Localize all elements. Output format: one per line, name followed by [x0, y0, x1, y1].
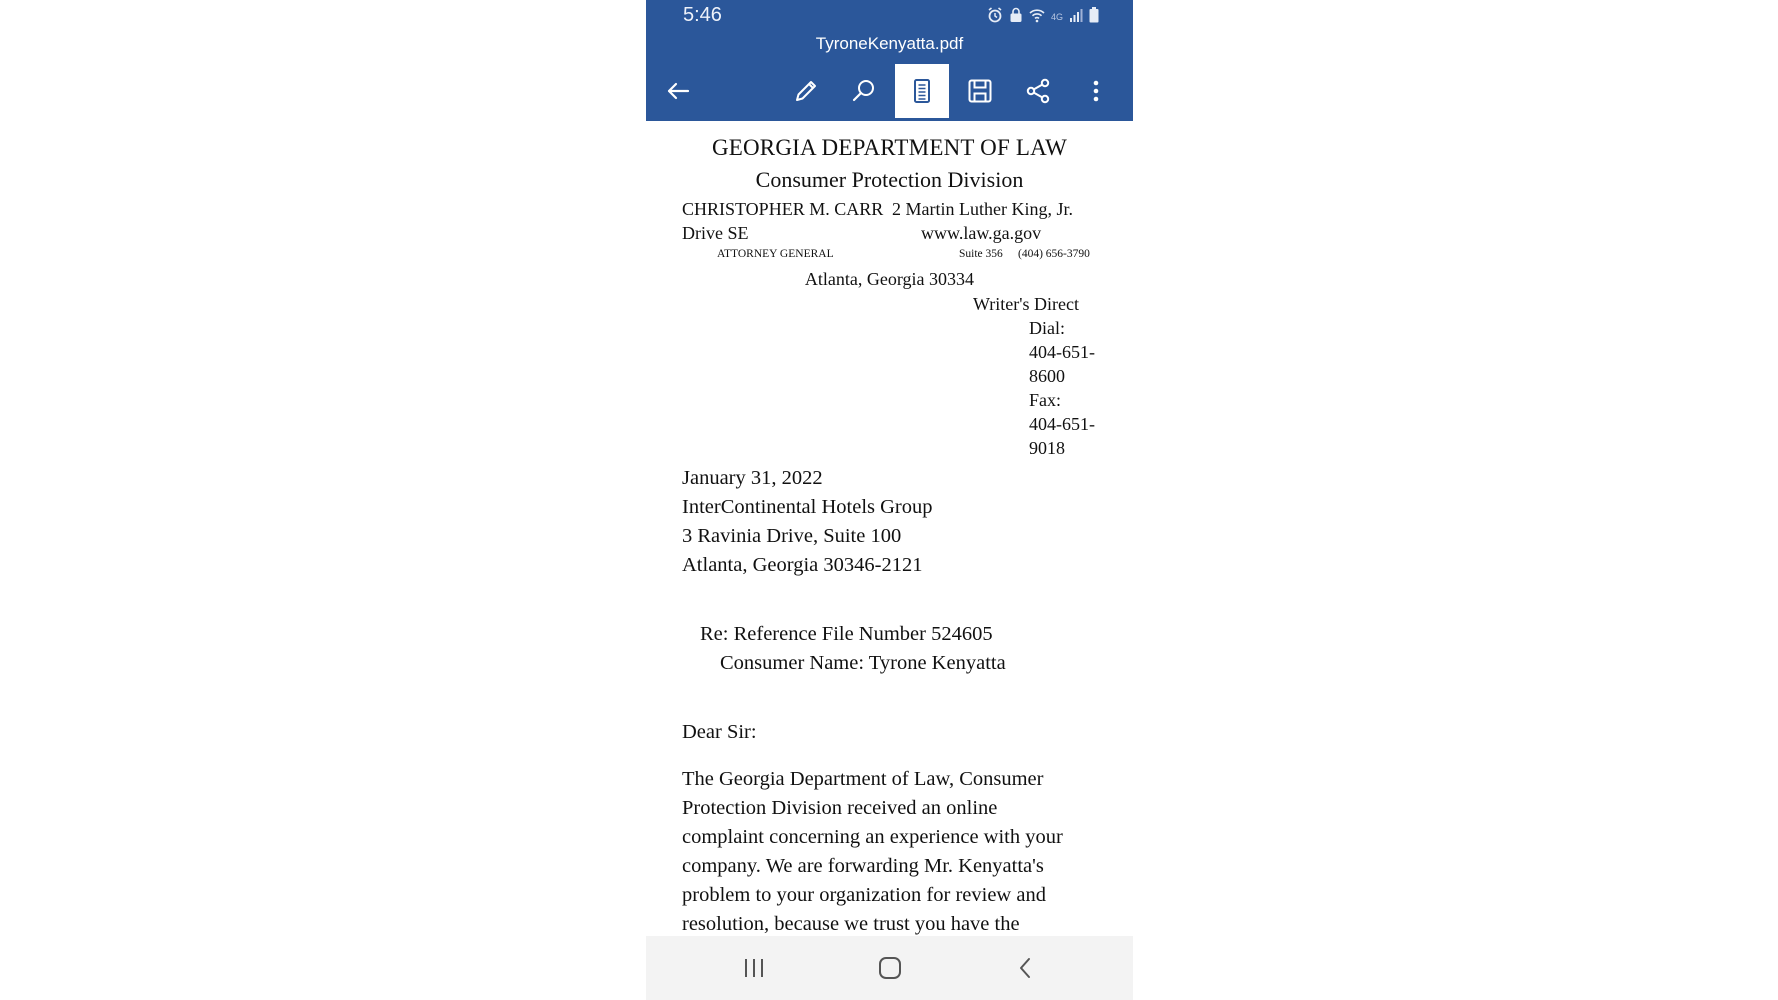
home-button[interactable] [870, 950, 910, 986]
letterhead-title: GEORGIA DEPARTMENT OF LAW [711, 135, 1068, 160]
fax-number-part1: 404-651- [1029, 414, 1095, 434]
address-line-1: 2 Martin Luther King, Jr. [892, 199, 1073, 219]
app-bar [646, 0, 1133, 121]
writers-direct-label: Writer's Direct [973, 294, 1079, 314]
system-navigation-bar [646, 936, 1133, 1000]
more-vertical-icon [1082, 77, 1110, 105]
paragraph-line: company. We are forwarding Mr. Kenyatta's [682, 855, 1044, 877]
recipient-name: InterContinental Hotels Group [682, 496, 933, 518]
attorney-general-name: CHRISTOPHER M. CARR [682, 199, 884, 219]
save-icon [966, 77, 994, 105]
back-button[interactable] [651, 64, 705, 118]
paragraph-line: problem to your organization for review and [682, 884, 1046, 906]
recipient-address-1: 3 Ravinia Drive, Suite 100 [682, 525, 902, 547]
recipient-address-2: Atlanta, Georgia 30346-2121 [682, 554, 923, 576]
more-options-button[interactable] [1069, 64, 1123, 118]
home-icon [877, 955, 903, 981]
website: www.law.ga.gov [921, 223, 1042, 243]
reading-view-icon [908, 77, 936, 105]
recent-apps-button[interactable] [734, 950, 774, 986]
document-title: TyroneKenyatta.pdf [815, 34, 964, 53]
status-time: 5:46 [683, 4, 722, 26]
pencil-icon [792, 77, 820, 105]
battery-icon [1089, 7, 1099, 26]
signal-icon [1069, 8, 1083, 25]
reference-line: Re: Reference File Number 524605 [700, 623, 993, 645]
reading-view-button[interactable] [895, 64, 949, 118]
office-phone: (404) 656-3790 [1018, 248, 1090, 260]
share-button[interactable] [1011, 64, 1065, 118]
letterhead-division: Consumer Protection Division [755, 167, 1024, 192]
letter-date: January 31, 2022 [682, 467, 823, 489]
dial-number-part1: 404-651- [1029, 342, 1095, 362]
document-page [646, 121, 1133, 936]
wifi-icon [1029, 7, 1045, 26]
dial-number-part2: 8600 [1029, 366, 1065, 386]
phone-screen [646, 0, 1133, 1000]
paragraph-line: Protection Division received an online [682, 797, 998, 819]
recent-apps-icon [742, 956, 766, 980]
paragraph-line: complaint concerning an experience with your [682, 826, 1063, 848]
suite: Suite 356 [959, 248, 1003, 260]
address-line-2: Drive SE [682, 223, 749, 243]
dial-label: Dial: [1029, 318, 1065, 338]
search-icon [850, 77, 878, 105]
search-button[interactable] [837, 64, 891, 118]
back-arrow-icon [664, 77, 692, 105]
attorney-general-title: ATTORNEY GENERAL [717, 248, 834, 260]
save-button[interactable] [953, 64, 1007, 118]
share-icon [1024, 77, 1052, 105]
edit-button[interactable] [779, 64, 833, 118]
office-city: Atlanta, Georgia 30334 [804, 269, 975, 289]
lock-icon [1009, 7, 1023, 26]
fax-label: Fax: [1029, 390, 1062, 410]
status-icons [987, 7, 1099, 26]
alarm-icon [987, 7, 1003, 26]
salutation: Dear Sir: [682, 721, 757, 743]
fax-number-part2: 9018 [1029, 438, 1065, 458]
paragraph-line: The Georgia Department of Law, Consumer [682, 768, 1044, 790]
consumer-name-line: Consumer Name: Tyrone Kenyatta [720, 652, 1006, 674]
network-type-label: 4G [1050, 11, 1063, 22]
nav-back-button[interactable] [1006, 950, 1046, 986]
paragraph-line: resolution, because we trust you have the [682, 913, 1020, 935]
back-icon [1014, 956, 1038, 980]
